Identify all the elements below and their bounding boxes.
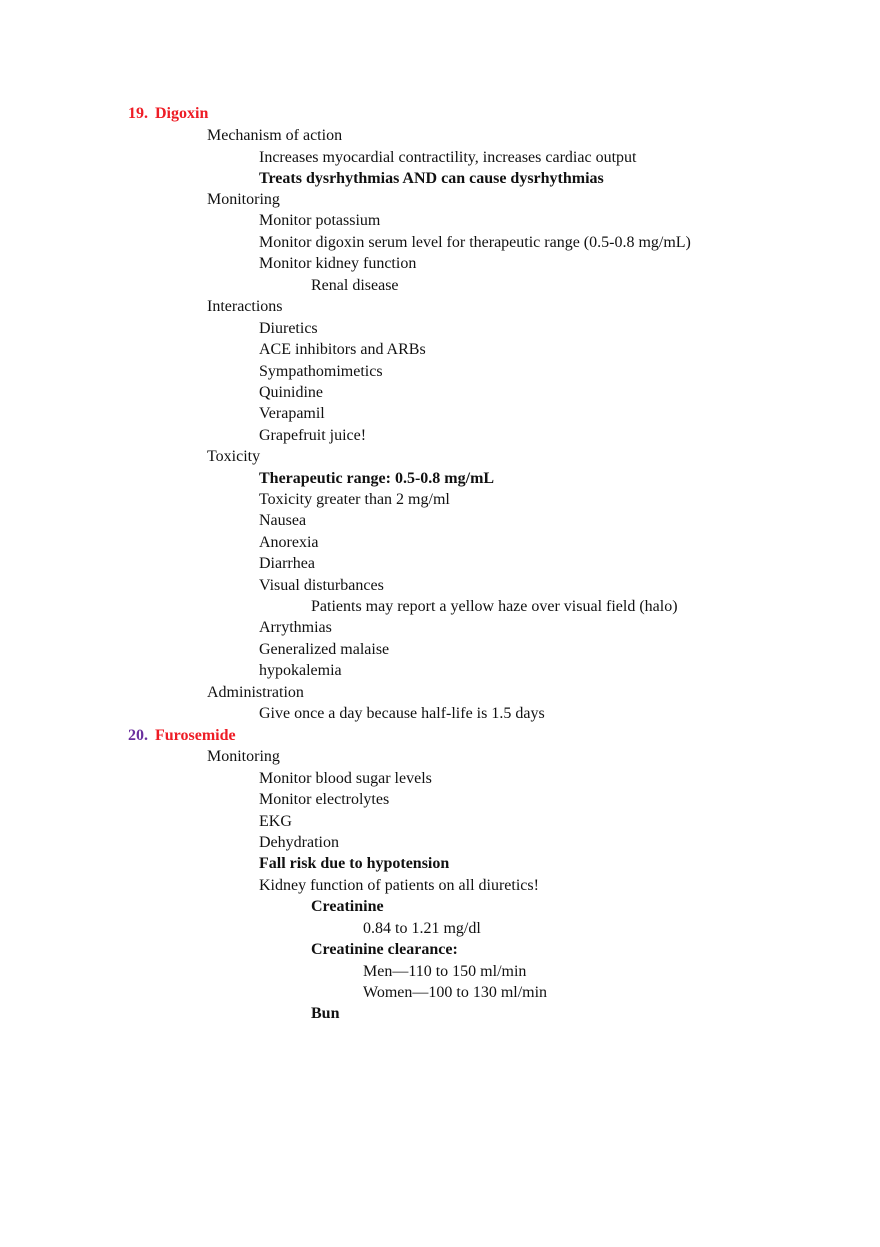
item-text: Diarrhea xyxy=(259,555,315,572)
item-text: Monitor kidney function xyxy=(259,255,417,272)
item-text: Fall risk due to hypotension xyxy=(259,855,450,872)
item-text: Give once a day because half-life is 1.5 days xyxy=(259,705,545,722)
item-text: Diuretics xyxy=(259,320,318,337)
item-text: Creatinine xyxy=(311,898,384,915)
item-text: Arrythmias xyxy=(259,619,332,636)
item-text: Treats dysrhythmias AND can cause dysrhythmias xyxy=(259,170,604,187)
item-text: Sympathomimetics xyxy=(259,363,383,380)
item-text: Visual disturbances xyxy=(259,577,384,594)
item-text: Monitor potassium xyxy=(259,212,381,229)
item-text: Grapefruit juice! xyxy=(259,427,367,444)
item-text: Monitor electrolytes xyxy=(259,791,390,808)
item-text: Monitoring xyxy=(207,748,280,765)
item-text: Increases myocardial contractility, increases cardiac output xyxy=(259,149,637,166)
item-text: Mechanism of action xyxy=(207,127,343,144)
item-text: hypokalemia xyxy=(259,662,342,679)
item-text: Interactions xyxy=(207,298,283,315)
item-text: Toxicity greater than 2 mg/ml xyxy=(259,491,450,508)
item-text: ACE inhibitors and ARBs xyxy=(259,341,426,358)
item-text: Therapeutic range: 0.5-0.8 mg/mL xyxy=(259,470,495,487)
item-text: Generalized malaise xyxy=(259,641,390,658)
item-text: Renal disease xyxy=(311,277,399,294)
item-text: Quinidine xyxy=(259,384,323,401)
item-text: Nausea xyxy=(259,512,307,529)
item-text: Dehydration xyxy=(259,834,339,851)
item-text: Creatinine clearance: xyxy=(311,941,458,958)
section-title: Furosemide xyxy=(155,727,236,744)
item-text: Monitoring xyxy=(207,191,280,208)
section-title: Digoxin xyxy=(155,105,209,122)
item-text: Monitor digoxin serum level for therapeutic range (0.5-0.8 mg/mL) xyxy=(259,234,691,251)
item-text: EKG xyxy=(259,813,292,830)
item-text: Kidney function of patients on all diuretics! xyxy=(259,877,539,894)
item-text: Administration xyxy=(207,684,304,701)
item-text: Bun xyxy=(311,1005,340,1022)
section-number: 20. xyxy=(128,727,148,744)
item-text: Anorexia xyxy=(259,534,319,551)
section-number: 19. xyxy=(128,105,148,122)
item-text: Verapamil xyxy=(259,405,325,422)
item-text: Men—110 to 150 ml/min xyxy=(363,963,527,980)
item-text: Women—100 to 130 ml/min xyxy=(363,984,548,1001)
item-text: 0.84 to 1.21 mg/dl xyxy=(363,920,481,937)
item-text: Monitor blood sugar levels xyxy=(259,770,432,787)
item-text: Toxicity xyxy=(207,448,261,465)
item-text: Patients may report a yellow haze over visual field (halo) xyxy=(311,598,678,615)
